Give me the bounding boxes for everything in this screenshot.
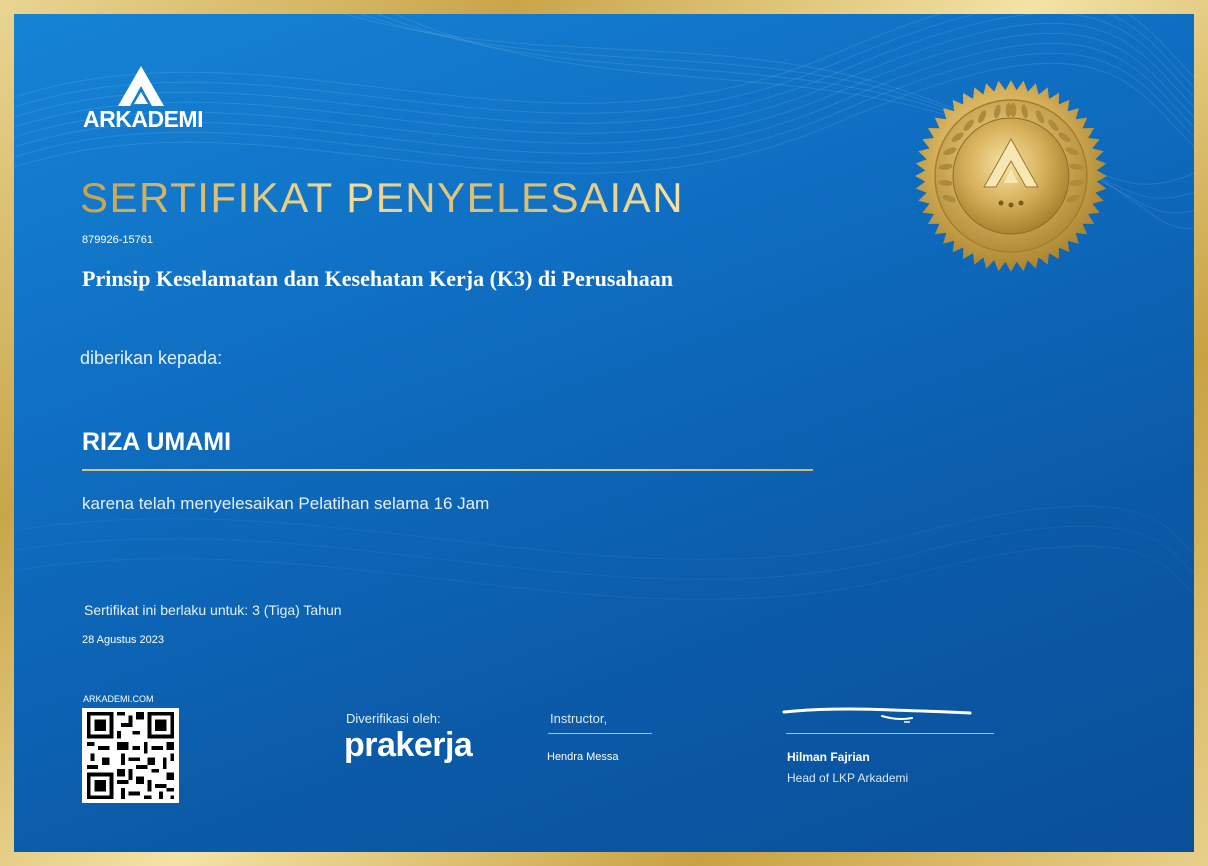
validity-text: Sertifikat ini berlaku untuk: 3 (Tiga) Tahun <box>84 602 342 618</box>
issue-date: 28 Agustus 2023 <box>82 634 164 646</box>
logo-text: ARKADEMI <box>83 106 203 132</box>
course-title: Prinsip Keselamatan dan Kesehatan Kerja (K3) di Perusahaan <box>82 266 673 291</box>
certificate-panel <box>14 14 1194 852</box>
verified-by-label: Diverifikasi oleh: <box>346 711 441 726</box>
instructor-signature-line <box>548 733 652 734</box>
prakerja-logo: prakerja <box>344 726 473 764</box>
qr-code-icon[interactable] <box>82 708 179 803</box>
signatory-name: Hilman Fajrian <box>787 750 870 764</box>
website-label: ARKADEMI.COM <box>83 694 154 704</box>
certificate-title: SERTIFIKAT PENYELESAIAN <box>80 174 685 221</box>
given-to-label: diberikan kepada: <box>80 348 223 368</box>
arkademi-logo-icon <box>118 66 164 106</box>
signature-icon <box>782 704 972 726</box>
instructor-name: Hendra Messa <box>547 751 619 763</box>
gold-seal-icon <box>914 79 1108 273</box>
certificate-number: 879926-15761 <box>82 234 153 246</box>
completion-text: karena telah menyelesaikan Pelatihan selama 16 Jam <box>82 494 490 513</box>
signatory-title: Head of LKP Arkademi <box>787 771 909 785</box>
instructor-label: Instructor, <box>550 711 608 726</box>
recipient-name: RIZA UMAMI <box>82 428 232 456</box>
signatory-line <box>786 733 994 734</box>
arkademi-logo <box>80 66 206 132</box>
name-underline <box>82 469 813 471</box>
